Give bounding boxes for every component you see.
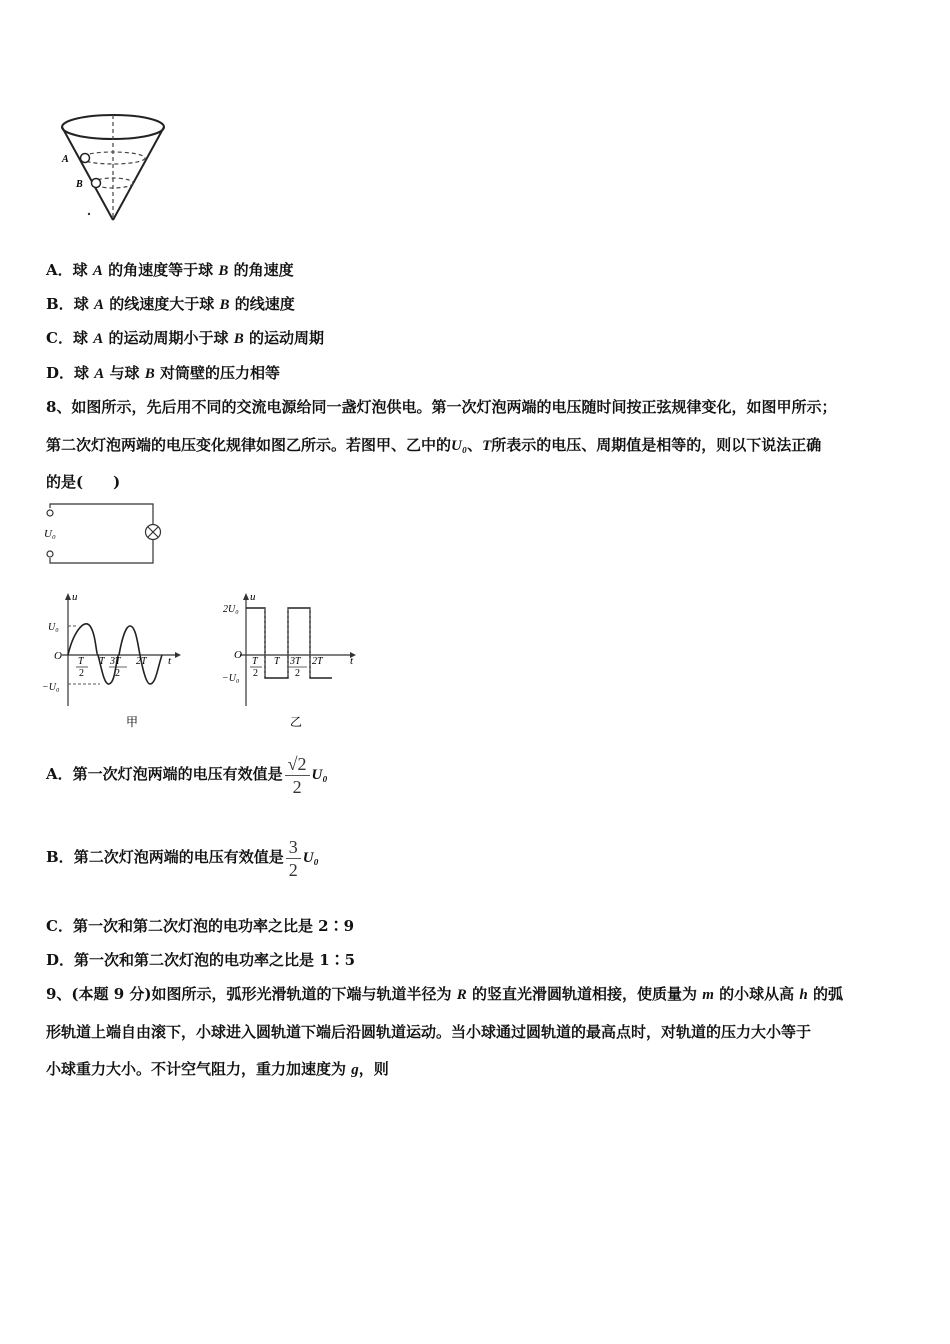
q7-option-c[interactable]: C．球 A 的运动周期小于球 B 的运动周期	[46, 329, 324, 347]
graph-yi	[218, 588, 368, 728]
yi-t-label: t	[350, 655, 354, 667]
graph-jia	[40, 588, 190, 728]
jia-tick-2t: 2T	[136, 656, 147, 667]
jia-caption: 甲	[126, 715, 139, 728]
cone-left-side	[62, 127, 113, 220]
label-b: B	[76, 179, 83, 190]
jia-u0-label: U₀	[48, 622, 59, 633]
ball-b	[92, 179, 101, 188]
yi-o-label: O	[234, 649, 242, 661]
q8-line-2: 第二次灯泡两端的电压变化规律如图乙所示。若图甲、乙中的U₀、T所表示的电压、周期值是相等的，则以下说法正确	[46, 436, 822, 454]
q8-line-1: 8、如图所示，先后用不同的交流电源给同一盏灯泡供电。第一次灯泡两端的电压随时间按正弦规律变化，如图甲所示；	[46, 398, 837, 416]
jia-tick-t-half-den: 2	[79, 668, 84, 679]
cone-figure	[56, 105, 176, 230]
circuit-u0-label: U₀	[44, 528, 56, 540]
yi-tick-3t-den: 2	[295, 668, 300, 679]
q8-option-d[interactable]: D．第一次和第二次灯泡的电功率之比是 1∶5	[46, 951, 356, 969]
q8-option-b[interactable]: B．第二次灯泡两端的电压有效值是 $\frac{3}{2}$ U₀	[46, 836, 319, 880]
jia-neg-u0-label: −U₀	[42, 682, 60, 693]
yi-u-arrow	[243, 593, 249, 600]
yi-2u0-label: 2U₀	[223, 604, 239, 615]
q7-option-b[interactable]: B．球 A 的线速度大于球 B 的线速度	[46, 295, 295, 313]
yi-tick-2t: 2T	[312, 656, 323, 667]
q9-line-3: 小球重力大小。不计空气阻力，重力加速度为 g，则	[46, 1060, 389, 1078]
yi-tick-t: T	[274, 656, 280, 667]
jia-t-label: t	[168, 655, 172, 667]
circuit-wire	[50, 504, 153, 525]
q9-line-1: 9、(本题 9 分)如图所示，弧形光滑轨道的下端与轨道半径为 R 的竖直光滑圆轨道相接，使质量为 m 的小球从高 h 的弧	[46, 985, 843, 1003]
q8-option-c[interactable]: C．第一次和第二次灯泡的电功率之比是 2∶9	[46, 917, 355, 935]
jia-u-label: u	[72, 591, 78, 603]
q8-line-3: 的是( )	[46, 473, 121, 491]
jia-tick-t-half-num: T	[78, 656, 84, 667]
jia-t-arrow	[175, 652, 181, 658]
q7-option-d[interactable]: D．球 A 与球 B 对筒壁的压力相等	[46, 364, 281, 382]
bulb-icon	[146, 525, 161, 540]
q7-option-a[interactable]: A．球 A 的角速度等于球 B 的角速度	[46, 261, 294, 279]
yi-u-label: u	[250, 591, 256, 603]
q8-option-a[interactable]: A．第一次灯泡两端的电压有效值是 $\frac{√2}{2}$ U₀	[46, 753, 328, 797]
fraction-3-over-2: $\frac{3}{2}$	[286, 836, 301, 881]
jia-tick-t: T	[99, 656, 105, 667]
yi-tick-t-half-num: T	[252, 656, 258, 667]
cone-right-side	[113, 127, 164, 220]
label-a: A	[62, 154, 69, 165]
cone-dot	[88, 213, 90, 215]
jia-tick-3t-num: 3T	[110, 656, 121, 667]
ball-a	[81, 154, 90, 163]
jia-u-arrow	[65, 593, 71, 600]
yi-neg-u0-label: −U₀	[222, 673, 240, 684]
yi-square-wave	[246, 608, 332, 678]
circuit-diagram	[40, 500, 170, 570]
yi-tick-t-half-den: 2	[253, 668, 258, 679]
terminal-top	[47, 510, 53, 516]
q9-line-2: 形轨道上端自由滚下，小球进入圆轨道下端后沿圆轨道运动。当小球通过圆轨道的最高点时，对轨道的压力大小等于	[46, 1023, 812, 1041]
fraction-sqrt2-over-2: $\frac{√2}{2}$	[285, 753, 310, 798]
circuit-wire-bottom	[50, 539, 153, 563]
yi-tick-3t-num: 3T	[290, 656, 301, 667]
yi-caption: 乙	[290, 715, 303, 728]
jia-tick-3t-den: 2	[115, 668, 120, 679]
jia-o-label: O	[54, 650, 62, 662]
terminal-bottom	[47, 551, 53, 557]
